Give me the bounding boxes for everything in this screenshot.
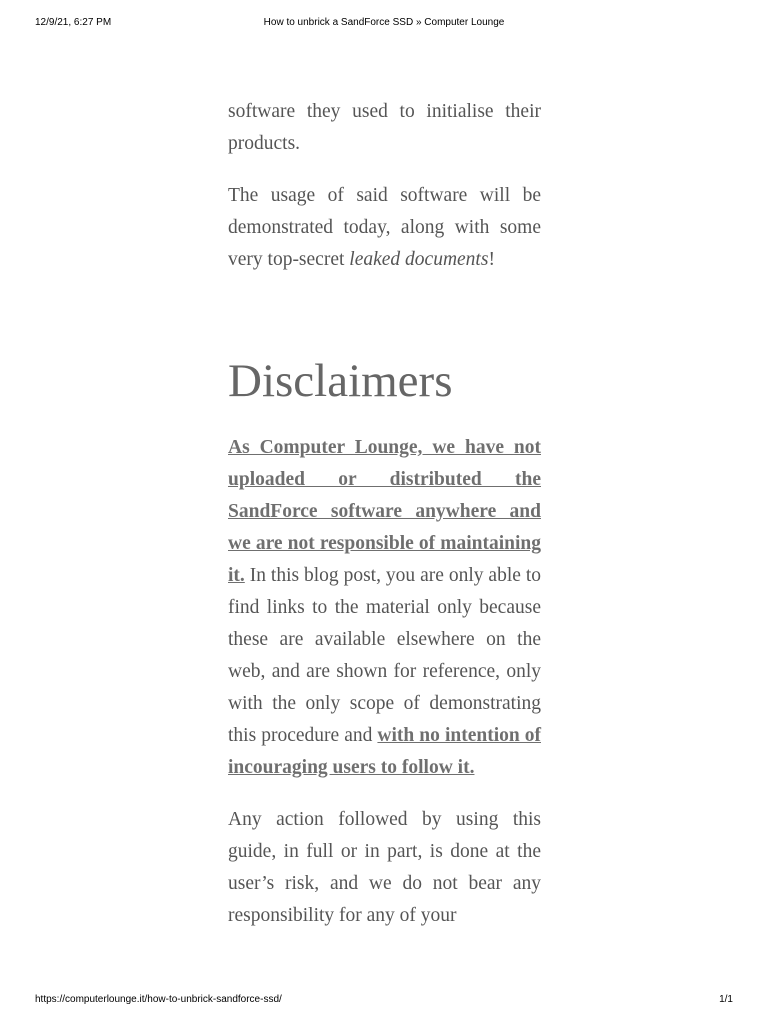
paragraph-usage: [228, 180, 541, 276]
article-body: [228, 96, 541, 932]
print-page-number: 1/1: [719, 994, 733, 1005]
print-url: https://computerlounge.it/how-to-unbrick-sandforce-ssd/: [35, 994, 282, 1005]
print-footer: [35, 994, 733, 1008]
paragraph-software-intro: software they used to initialise their products.: [228, 101, 541, 154]
print-datetime: 12/9/21, 6:27 PM: [35, 17, 112, 28]
paragraph-usage-end: !: [488, 249, 495, 270]
print-header: [35, 17, 733, 31]
paragraph-risk: Any action followed by using this guide, in full or in part, is done at the user’s risk, and we do not bear any responsibility for any of your: [228, 809, 541, 926]
paragraph-disclaimer-text: In this blog post, you are only able to find links to the material only because these are available elsewhere on the web, and are shown for reference, only with the only scope of demonstrating this procedure and: [228, 565, 541, 746]
paragraph-usage-text: The usage of said software will be demonstrated today, along with some very top-secret: [228, 185, 541, 270]
disclaimers-heading: Disclaimers: [228, 355, 453, 407]
disclaimer-link-no-intention[interactable]: with no intention of incouraging users to follow it.: [228, 725, 541, 778]
disclaimer-link-not-distributed[interactable]: As Computer Lounge, we have not uploaded or distributed the SandForce software anywhere and we are not responsible of maintaining it.: [228, 437, 541, 586]
paragraph-disclaimer: [228, 432, 541, 784]
print-page-title: How to unbrick a SandForce SSD » Computer Lounge: [263, 17, 505, 28]
leaked-documents-emphasis: leaked documents: [349, 249, 489, 270]
